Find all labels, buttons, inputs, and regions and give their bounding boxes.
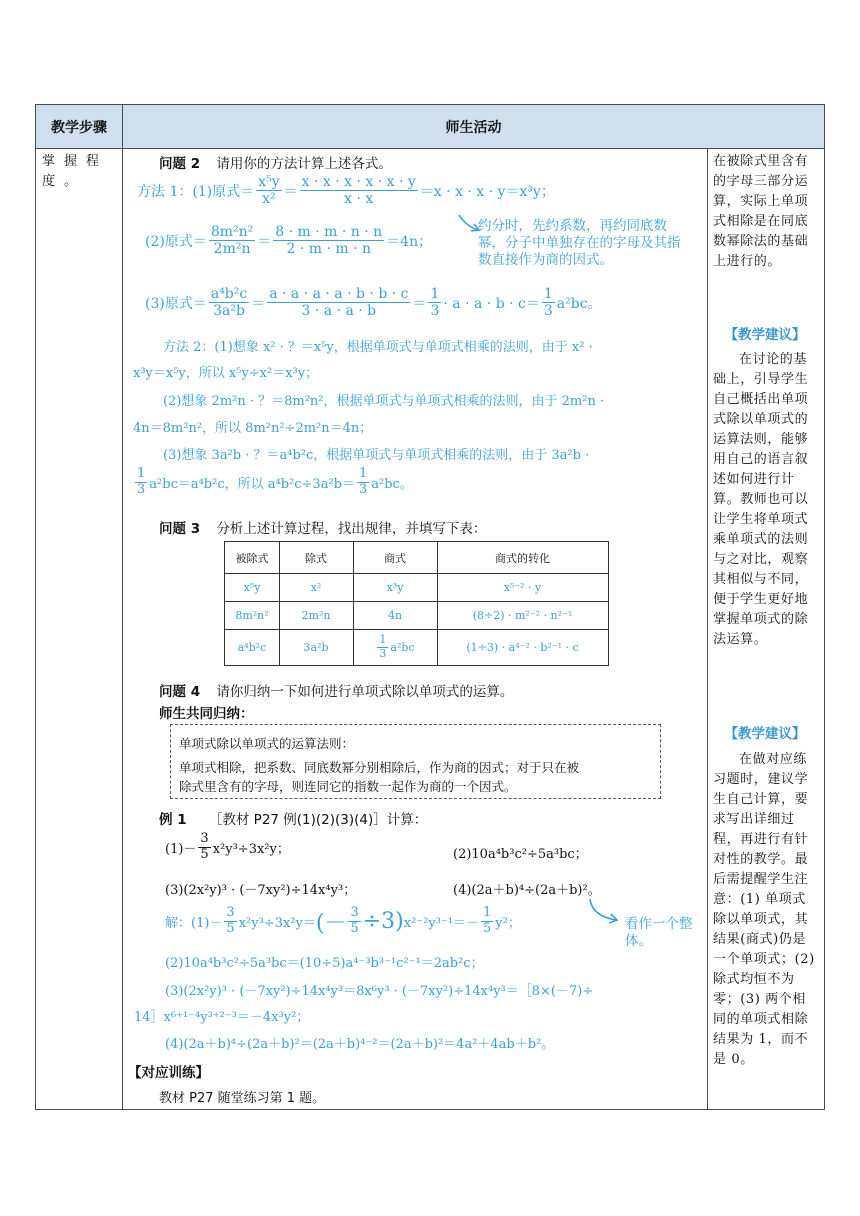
sol1-num2: 3 [350, 905, 359, 921]
sol-3b: 14］x⁶⁺¹⁻⁴y³⁺²⁻³＝－4x³y²； [134, 1010, 310, 1025]
m2-line-1: 方法 2：(1)想象 x² · ？＝x⁵y，根据单项式与单项式相乘的法则，由于 x² · [163, 340, 593, 355]
side-note-2: 在讨论的基础上，引导学生自己概括出单项式除以单项式的运算法则，能够用自己的语言叙述如何进行计算。教师也可以让学生将单项式乘单项式的法则与之对比，观察其相似与不同，便于学生更好地掌握单项式的除法运算。 [713, 352, 809, 647]
rule-title: 单项式除以单项式的运算法则： [179, 736, 355, 751]
side-note-3: 在做对应练习题时，建议学生自己计算，要求写出详细过程，再进行有针对性的教学。最后需提醒学生注意：(1) 单项式除以单项式，其结果(商式)仍是一个单项式；(2) 除式均恒不为零；(3) 两个相同的单项式相除结果为 1，而不是 0。 [713, 752, 815, 1067]
q4-line [159, 680, 513, 700]
sol1-num3: 1 [483, 905, 492, 921]
m2-line-3: (2)想象 2m²n · ？＝8m²n²，根据单项式与单项式相乘的法则，由于 2m²n · [163, 394, 605, 409]
ex-2: (2)10a⁴b³c²÷5a³bc； [453, 847, 588, 862]
sol1-c: x²⁻²y³⁻¹＝－ [403, 916, 479, 931]
sol-3a: (3)(2x²y)³ · (－7xy²)÷14x⁴y³＝8x⁶y³ · (－7xy²)÷14x⁴y³＝［8×(－7)÷ [165, 984, 594, 999]
p3-frac1 [209, 286, 249, 319]
q3-label: 问题 3 [159, 521, 201, 537]
q4-label: 问题 4 [159, 684, 201, 700]
header-activity [123, 105, 824, 148]
p3-prefix: (3)原式＝ [145, 295, 207, 312]
m2-num-a: 1 [137, 466, 146, 481]
th-dividend: 被除式 [235, 551, 269, 565]
t-den: 3 [379, 646, 387, 660]
cell: x² [310, 580, 322, 594]
part2-line: (2)原式＝ $\frac{\text{8m²n²}}{\text{2m²n}}$ ＝ $\frac{8 \cdot m \cdot m \cdot n \cdot n}{2 \cdot m \cdot m \cdot n}$ ＝4n； [145, 224, 433, 258]
rule-table [224, 541, 609, 666]
q3-line [159, 517, 486, 537]
header-divider [36, 148, 824, 149]
m2-line-4: 4n＝8m²n²，所以 8m²n²÷2m²n＝4n； [133, 421, 373, 436]
q4-text: 请你归纳一下如何进行单项式除以单项式的运算。 [216, 684, 514, 700]
ex-3: (3)(2x²y)³ · (－7xy²)÷14x⁴y³； [165, 883, 357, 898]
header-activity-label: 师生活动 [445, 119, 502, 136]
m2-frac-b [357, 467, 369, 498]
cell: x³y [386, 580, 404, 594]
m1-den1: x² [262, 191, 276, 208]
m2-line-5: (3)想象 3a²b · ？＝a⁴b²c，根据单项式与单项式相乘的法则，由于 3a²b · [163, 448, 590, 463]
p3-tail: a²bc。 [556, 295, 602, 312]
sol1-frac2 [348, 906, 360, 937]
p2-num2: 8 · m · m · n · n [275, 224, 383, 240]
sol1-den3: 5 [483, 921, 492, 936]
sol1-paren-r: ÷3) [362, 909, 404, 934]
rule-line-1: 单项式相除，把系数、同底数幂分别相除后，作为商的因式；对于只在被 [179, 760, 580, 775]
th-transform: 商式的转化 [495, 551, 550, 565]
col-divider-2 [707, 148, 708, 1109]
ex1-num: 3 [200, 831, 209, 846]
m2-l6a: a²bc＝a⁴b²c，所以 a⁴b²c÷3a²b＝ [149, 476, 355, 492]
practice-title: 【对应训练】 [128, 1065, 209, 1081]
th-divisor: 除式 [305, 551, 327, 565]
m1-tail: ＝x · x · x · y＝x³y； [419, 183, 555, 200]
cell: x⁵y [243, 580, 261, 594]
cell: x⁵⁻² · y [503, 580, 542, 594]
m1-frac1 [256, 174, 281, 207]
method1-line: 方法 1：(1)原式＝ $\frac{\text{x⁵y}}{\text{x²}}$ ＝ $\frac{x \cdot x \cdot x \cdot x \cdot x \cdot y}{x \cdot x}$ ＝x · x · x · y＝x³y； [137, 174, 555, 208]
p3-den3: 3 [430, 303, 440, 320]
header-step [36, 105, 122, 148]
cell: (1÷3) · a⁴⁻² · b²⁻¹ · c [466, 640, 579, 654]
whole-note: 看作一个整体。 [625, 916, 693, 949]
cell: (8÷2) · m²⁻² · n²⁻¹ [472, 608, 573, 622]
p3-den1: 3a²b [213, 303, 245, 320]
p2-tail: ＝4n； [386, 233, 433, 250]
p2-num1: 8m²n² [210, 224, 254, 240]
p3-den2: 3 · a · a · b [301, 303, 377, 320]
sol1-den1: 5 [226, 921, 235, 936]
p3-frac4 [542, 286, 555, 319]
p2-frac2 [273, 224, 384, 257]
sol1-num1: 3 [226, 905, 235, 921]
q2-line [159, 152, 392, 172]
p3-num2: a · a · a · a · b · b · c [269, 286, 409, 302]
m1-frac2 [300, 174, 418, 207]
p3-num4: 1 [543, 286, 553, 302]
ex1-den: 5 [200, 846, 209, 862]
cell: 2m²n [301, 608, 331, 622]
p3-num3: 1 [430, 286, 440, 302]
step-text: 掌握程度。 [42, 154, 109, 189]
m2-num-b: 1 [358, 466, 368, 481]
sol1-frac3 [481, 906, 493, 937]
practice-text: 教材 P27 随堂练习第 1 题。 [159, 1091, 326, 1106]
p3-frac3 [428, 286, 441, 319]
q2-label: 问题 2 [159, 156, 201, 172]
cell: a⁴b²c [237, 640, 267, 654]
ex1-a: (1)－ [165, 841, 197, 857]
p2-prefix: (2)原式＝ [145, 233, 207, 250]
ex-4: (4)(2a＋b)⁴÷(2a＋b)²。 [453, 883, 601, 898]
m1-den2: x · x [344, 191, 374, 208]
sol1-a: 解：(1)－ [165, 916, 223, 931]
sol-4: (4)(2a＋b)⁴÷(2a＋b)²＝(2a＋b)⁴⁻²＝(2a＋b)²＝4a²＋4ab＋b²。 [165, 1037, 555, 1052]
side-note-1: 在被除式里含有的字母三部分运算，实际上单项式相除是在同底数幂除法的基础上进行的。 [713, 154, 809, 269]
example-line [159, 808, 427, 828]
ex1-frac [198, 832, 210, 863]
m1-num2: x · x · x · x · x · y [301, 174, 416, 190]
cancel-note: 约分时，先约系数，再约同底数幂，分子中单独存在的字母及其指数直接作为商的因式。 [478, 218, 681, 268]
sol1-den2: 5 [350, 921, 359, 936]
side-heading-1: 【教学建议】 [724, 327, 806, 343]
sol1-frac1 [224, 906, 236, 937]
sol1-d: y²； [495, 916, 521, 931]
sol-2: (2)10a⁴b³c²÷5a³bc＝(10÷5)a⁴⁻³b³⁻¹c²⁻¹＝2ab²c； [165, 956, 484, 971]
cell: 3a²b [303, 640, 329, 654]
m1-prefix: 方法 1：(1)原式＝ [137, 183, 255, 200]
p3-den4: 3 [543, 303, 553, 320]
m2-den-a: 3 [137, 481, 146, 497]
p3-mid: · a · a · b · c＝ [443, 295, 540, 312]
sol1-b: x²y³÷3x²y＝ [238, 916, 316, 931]
sol-1 [165, 906, 521, 937]
summary-title: 师生共同归纳： [159, 706, 254, 722]
th-quotient: 商式 [384, 551, 406, 565]
t-num: 1 [379, 632, 387, 646]
t-quotient: a²bc [390, 640, 415, 654]
sol1-paren-l: (－ [315, 911, 347, 936]
m2-den-b: 3 [358, 481, 368, 497]
part3-line: (3)原式＝ $\frac{\text{a⁴b²c}}{\text{3a²b}}$ ＝ $\frac{a \cdot a \cdot a \cdot a \cdot b \cdot b \cdot c}{3 \cdot a \cdot a \cdot b}$ ＝ $\frac{1}{3}$ · a · a · b · c＝ $\frac{1}{3}$ a²bc。 [145, 286, 602, 320]
t-frac [377, 634, 388, 660]
header-step-label: 教学步骤 [51, 119, 107, 136]
p3-num1: a⁴b²c [210, 286, 248, 302]
q3-text: 分析上述计算过程，找出规律，并填写下表： [216, 521, 487, 537]
example-text: ［教材 P27 例(1)(2)(3)(4)］计算： [208, 812, 428, 828]
side-heading-2: 【教学建议】 [724, 726, 806, 742]
col-divider-1 [122, 105, 123, 1109]
q2-text: 请用你的方法计算上述各式。 [216, 156, 392, 172]
whole-note-arrow-icon [586, 896, 622, 926]
m2-frac-a [135, 467, 147, 498]
p2-den1: 2m²n [213, 241, 251, 258]
p3-frac2 [267, 286, 410, 319]
cell: 8m²n² [235, 608, 269, 622]
ex1-b: x²y³÷3x²y； [212, 841, 290, 857]
m2-line-6 [133, 467, 413, 498]
rule-box [170, 724, 661, 799]
p2-den2: 2 · m · m · n [286, 241, 371, 258]
p2-frac1 [209, 224, 255, 257]
m1-num1: x⁵y [258, 174, 280, 190]
ex-1 [165, 832, 290, 863]
m2-line-2: x³y＝x⁵y，所以 x⁵y÷x²＝x³y； [133, 366, 319, 381]
cell [353, 629, 437, 665]
example-label: 例 1 [159, 812, 187, 828]
rule-line-2: 除式里含有的字母，则连同它的指数一起作为商的一个因式。 [179, 779, 517, 794]
cell: 4n [387, 608, 403, 622]
m2-l6b: a²bc。 [371, 476, 413, 492]
